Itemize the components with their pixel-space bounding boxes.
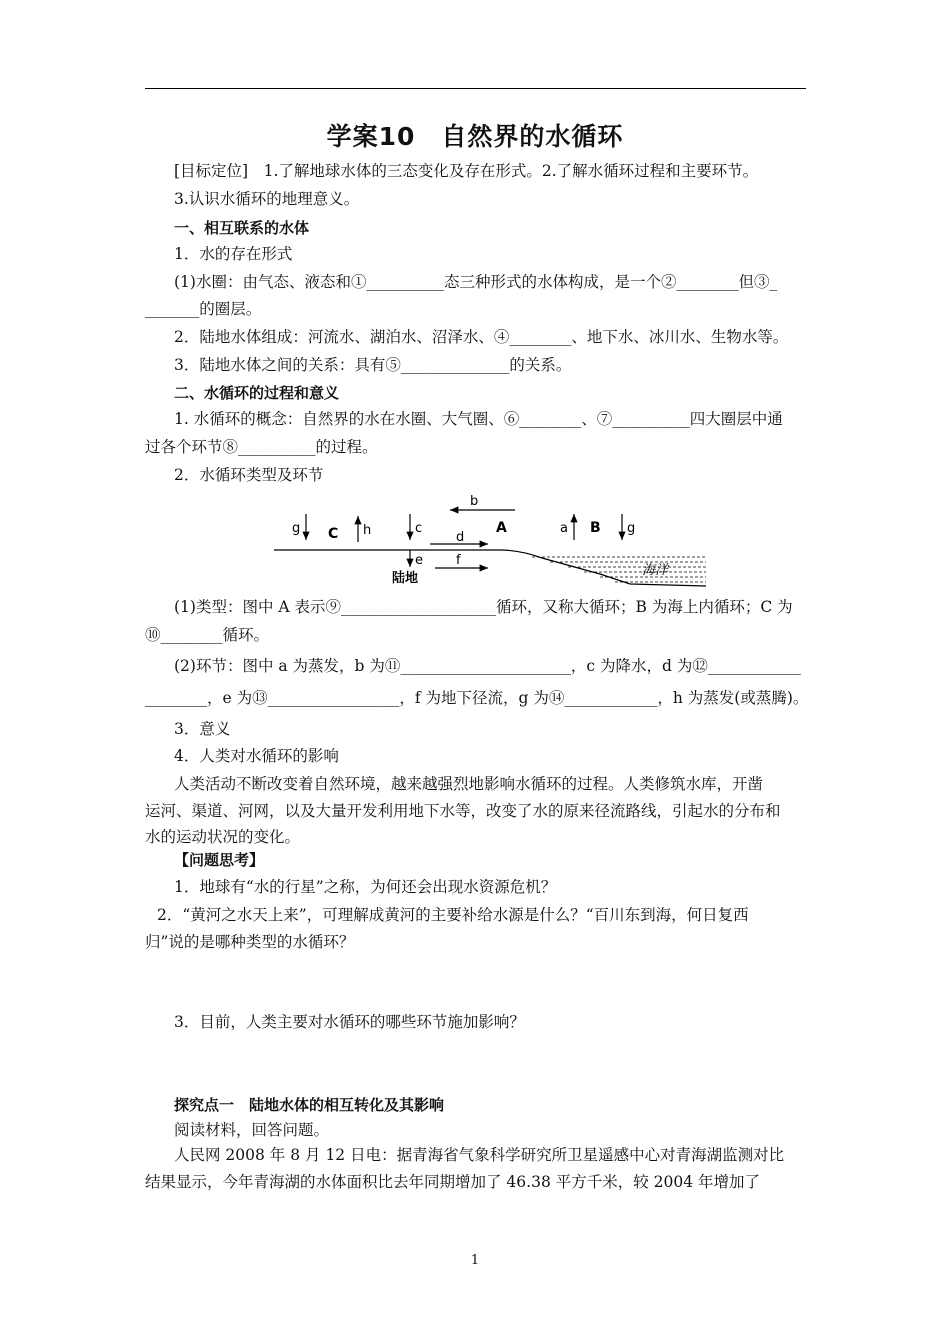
section1-item1a-line1: (1)水圈：由气态、液态和①__________态三种形式的水体构成，是一个②________但③_ (174, 273, 778, 291)
explore-paragraph-line1: 人民网 2008 年 8 月 12 日电：据青海省气象科学研究所卫星遥感中心对青海湖监测对比 (174, 1146, 785, 1164)
page-title: 学案10 自然界的水循环 (326, 122, 624, 151)
objectives-line-2: 3.认识水循环的地理意义。 (174, 190, 360, 208)
objectives-line-1: [目标定位] 1.了解地球水体的三态变化及存在形式。2.了解水循环过程和主要环节。 (174, 162, 759, 180)
section2-item2: 2．水循环类型及环节 (174, 466, 324, 484)
label-g-ocean: g (627, 521, 636, 536)
label-land: 陆地 (392, 571, 419, 586)
label-ocean: 海洋 (642, 563, 669, 578)
questions-heading: 【问题思考】 (174, 851, 265, 869)
impact-paragraph-line3: 水的运动状况的变化。 (145, 828, 301, 846)
type-line-2: ⑩________循环。 (145, 626, 270, 644)
label-b: b (470, 494, 479, 509)
question-3: 3．目前，人类主要对水循环的哪些环节施加影响？ (174, 1013, 525, 1031)
ocean-pattern (532, 557, 706, 582)
question-2-line1: 2．“黄河之水天上来”，可理解成黄河的主要补给水源是什么？“百川东到海，何日复西 (157, 906, 749, 924)
label-C: C (328, 526, 339, 542)
section1-item1a-line2: _______的圈层。 (145, 300, 262, 318)
section2-item1-line2: 过各个环节⑧__________的过程。 (145, 438, 378, 456)
label-f: f (456, 553, 461, 568)
question-1: 1．地球有“水的行星”之称，为何还会出现水资源危机？ (174, 878, 557, 896)
section2-item4: 4．人类对水循环的影响 (174, 747, 339, 765)
label-a: a (560, 521, 568, 536)
section2-item1-line1: 1. 水循环的概念：自然界的水在水圈、大气圈、⑥________、⑦__________四大圈层中通 (174, 410, 783, 428)
impact-paragraph-line2: 运河、渠道、河网，以及大量开发利用地下水等，改变了水的原来径流路线，引起水的分布和 (145, 802, 781, 820)
type-line-1: (1)类型：图中 A 表示⑨____________________循环，又称大循环；B 为海上内循环；C 为 (174, 598, 793, 616)
section1-item2: 2．陆地水体组成：河流水、湖泊水、沼泽水、④________、地下水、冰川水、生物水等。 (174, 328, 789, 346)
label-B: B (590, 520, 601, 536)
section2-heading: 二、水循环的过程和意义 (174, 384, 340, 402)
page-number: 1 (470, 1253, 480, 1268)
section1-heading: 一、相互联系的水体 (174, 219, 310, 237)
label-e: e (415, 553, 423, 568)
section1-item1: 1．水的存在形式 (174, 245, 293, 263)
label-A: A (496, 520, 507, 536)
section1-item3: 3．陆地水体之间的关系：具有⑤______________的关系。 (174, 356, 572, 374)
link-line-1: (2)环节：图中 a 为蒸发，b 为⑪______________________，c 为降水，d 为⑫____________ (174, 657, 801, 675)
water-cycle-diagram (270, 492, 710, 590)
label-c: c (415, 521, 423, 536)
header-rule (145, 88, 806, 89)
explore-heading: 探究点一 陆地水体的相互转化及其影响 (174, 1096, 445, 1114)
explore-intro: 阅读材料，回答问题。 (174, 1121, 330, 1139)
question-2-line2: 归”说的是哪种类型的水循环？ (145, 933, 355, 951)
impact-paragraph-line1: 人类活动不断改变着自然环境，越来越强烈地影响水循环的过程。人类修筑水库，开凿 (174, 775, 764, 793)
link-line-2: ________，e 为⑬_________________，f 为地下径流，g 为⑭____________，h 为蒸发(或蒸腾)。 (145, 689, 809, 707)
label-d: d (456, 530, 465, 545)
section2-item3: 3．意义 (174, 720, 231, 738)
label-g-land: g (292, 521, 301, 536)
label-h: h (363, 523, 372, 538)
explore-paragraph-line2: 结果显示，今年青海湖的水体面积比去年同期增加了 46.38 平方千米，较 2004 年增加了 (145, 1173, 761, 1191)
